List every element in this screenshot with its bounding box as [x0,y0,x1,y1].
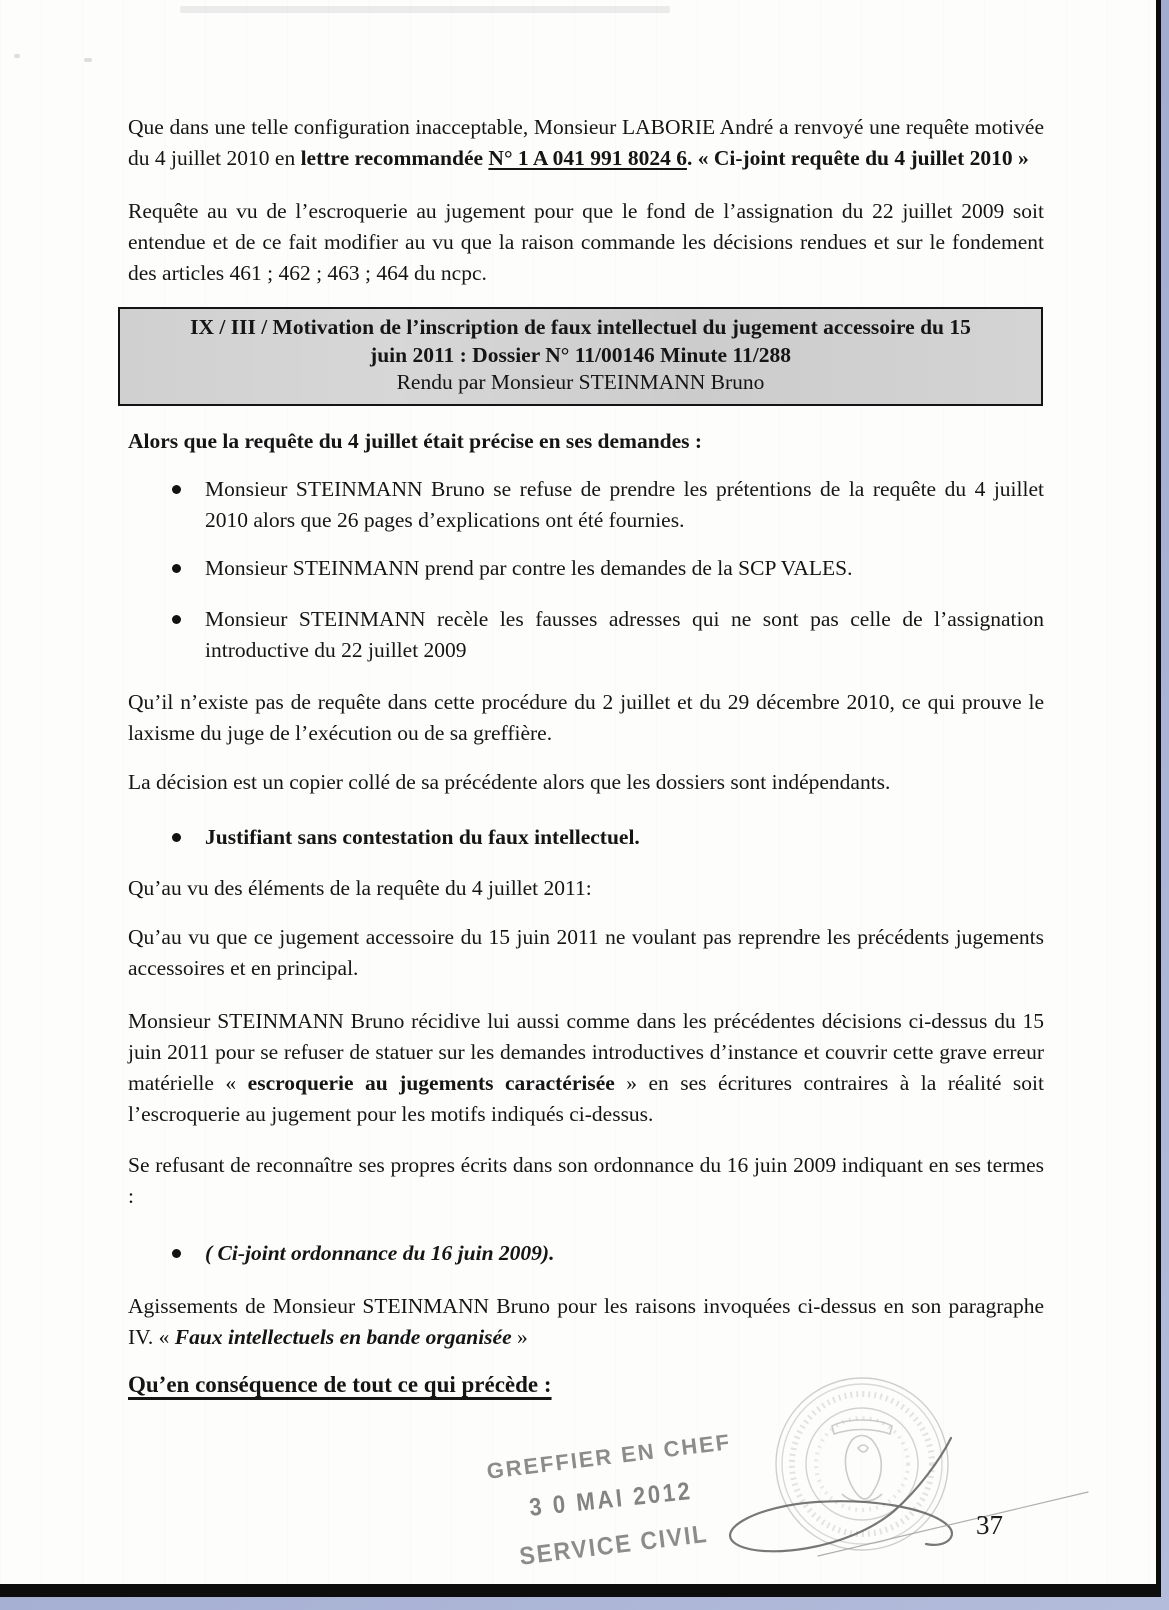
section-title-line: juin 2011 : Dossier N° 11/00146 Minute 11/288 [370,342,791,367]
page-number: 37 [976,1510,1003,1540]
paragraph: Requête au vu de l’escroquerie au jugement pour que le fond de l’assignation du 22 juillet 2009 soit entendue et de ce fait modifier au vu que la raison commande les décisions rendues et sur le fondement des articles 461 ; 462 ; 463 ; 464 du ncpc. [128,199,1044,285]
paragraph-text: » [511,1324,528,1349]
paragraph-text-bold: . « Ci-joint requête du 4 juillet 2010 » [686,146,1029,170]
paragraph: Se refusant de reconnaître ses propres écrits dans son ordonnance du 16 juin 2009 indiquant en ses termes : [128,1152,1044,1208]
scan-artifact [180,6,670,13]
paragraph-text-bold: escroquerie au jugements caractérisée [247,1070,615,1095]
list-item-text: ( Ci-joint ordonnance du 16 juin 2009). [205,1240,555,1265]
list-item [128,604,1044,666]
paragraph-text: Que dans une telle configuration inacceptable, Monsieur LABORIE André a renvoyé une requête motivée du 4 juillet 2010 en [128,115,1044,170]
paragraph [128,1291,1044,1353]
paragraph-text: Agissements de Monsieur STEINMANN Bruno pour les raisons invoquées ci-dessus en son paragraphe IV. « [128,1293,1044,1349]
list-item [128,822,1044,853]
bullet-icon [172,485,181,494]
bullet-icon [172,1249,181,1258]
bullet-icon [172,615,181,624]
bullet-icon [172,564,181,573]
paragraph-text-bold-italic: Faux intellectuels en bande organisée [174,1324,512,1349]
section-title-line: Rendu par Monsieur STEINMANN Bruno [396,370,765,394]
document-content [128,112,1044,1400]
paragraph-text: Monsieur STEINMANN Bruno récidive lui aussi comme dans les précédentes décisions ci-dessus du 15 juin 2011 pour se refuser de statuer sur les demandes introductives d’instance et couvrir cette grave erreur matérielle « [128,1008,1044,1095]
handwritten-signature [698,1408,1098,1578]
list-item-text: Justifiant sans contestation du faux intellectuel. [205,824,640,849]
list-item-text: Monsieur STEINMANN recèle les fausses adresses qui ne sont pas celle de l’assignation introductive du 22 juillet 2009 [205,606,1044,662]
paragraph-text-bold: lettre recommandée [300,146,489,170]
list-item-text: Monsieur STEINMANN prend par contre les demandes de la SCP VALES. [205,555,853,580]
scan-artifact [14,54,20,58]
subheading: Alors que la requête du 4 juillet était précise en ses demandes : [128,428,703,453]
date-stamp-text: 3 0 MAI 2012 [528,1476,694,1522]
paragraph: Qu’il n’existe pas de requête dans cette procédure du 2 juillet et du 29 décembre 2010, ce qui prouve le laxisme du juge de l’exécution ou de sa greffière. [128,689,1044,745]
list-item [128,1238,1044,1269]
list-item [128,553,1044,584]
list-item [128,474,1044,536]
paragraph-text: » en ses écritures contraires à la réalité soit l’escroquerie au jugement pour les motifs indiqués ci-dessus. [128,1070,1044,1126]
paragraph [128,112,1044,174]
service-stamp-text: SERVICE CIVIL [518,1519,710,1571]
section-header-box [118,307,1043,406]
bullet-icon [172,833,181,842]
greffier-stamp-text: GREFFIER EN CHEF [485,1429,733,1484]
paragraph: Qu’au vu des éléments de la requête du 4 juillet 2011: [128,875,592,900]
conclusion-heading: Qu’en conséquence de tout ce qui précède : [128,1371,552,1397]
paragraph: Qu’au vu que ce jugement accessoire du 15 juin 2011 ne voulant pas reprendre les précédents jugements accessoires et en principal. [128,924,1044,980]
section-title-line: IX / III / Motivation de l’inscription de faux intellectuel du jugement accessoire du 15 [190,315,971,339]
paragraph: La décision est un copier collé de sa précédente alors que les dossiers sont indépendants. [128,769,891,794]
scan-artifact [84,58,92,62]
list-item-text: Monsieur STEINMANN Bruno se refuse de prendre les prétentions de la requête du 4 juillet 2010 alors que 26 pages d’explications ont été fournies. [205,476,1044,532]
paragraph [128,1006,1044,1130]
registered-letter-number: N° 1 A 041 991 8024 6 [488,146,687,170]
